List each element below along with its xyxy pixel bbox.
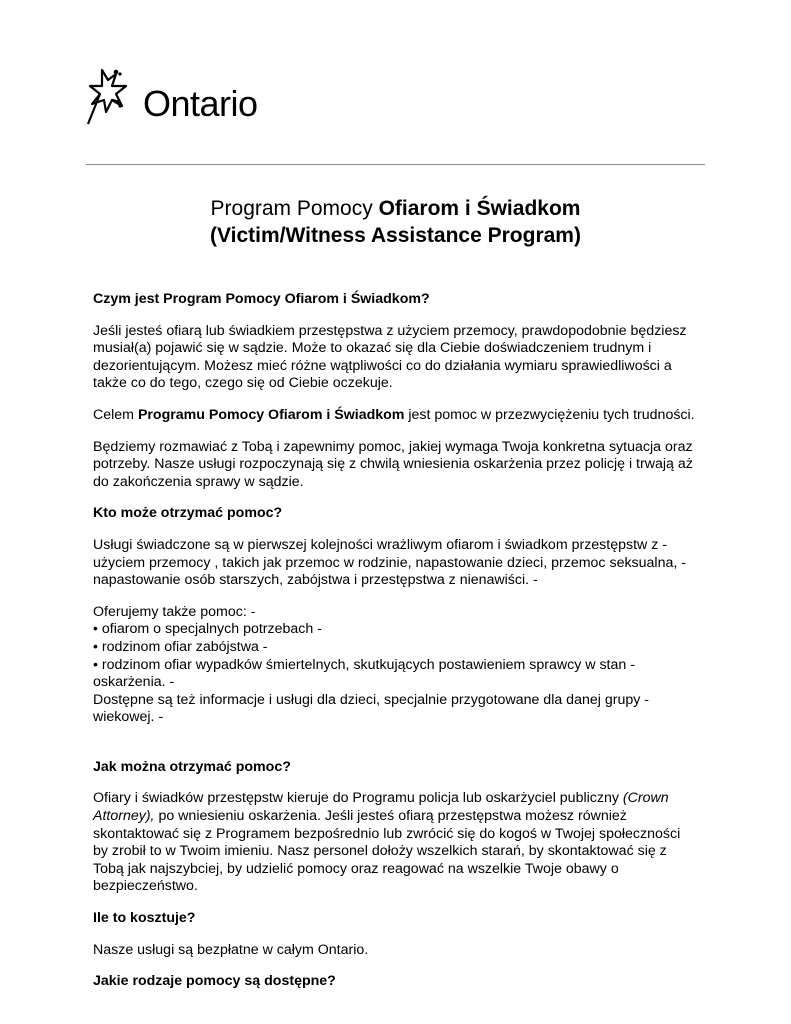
title-subtitle: (Victim/Witness Assistance Program) (210, 224, 581, 247)
s2-p2-line: oskarżenia. - (93, 674, 175, 691)
ontario-logo (86, 66, 276, 128)
section-heading-how: Jak można otrzymać pomoc? (93, 758, 291, 775)
document-body (93, 291, 713, 991)
header-divider (86, 164, 705, 165)
s2-p2-line: wiekowej. - (93, 709, 164, 726)
s4-p1: Nasze usługi są bezpłatne w całym Ontario. (93, 941, 369, 958)
spacer (93, 727, 713, 759)
s2-p2-line: • rodzinom ofiar zabójstwa - (93, 638, 268, 655)
s1-p1-line: musiał(a) pojawić się w sądzie. Może to okazać się dla Ciebie doświadczeniem trudnym i (93, 340, 652, 357)
spacer (93, 776, 713, 790)
s1-p2-pre: Celem (93, 406, 138, 423)
spacer (93, 928, 713, 942)
s1-p1-line: Jeśli jesteś ofiarą lub świadkiem przestępstwa z użyciem przemocy, prawdopodobnie będziesz (93, 322, 687, 339)
s1-p2-bold: Programu Pomocy Ofiarom i Świadkom (137, 406, 405, 423)
s2-p2-line: • ofiarom o specjalnych potrzebach - (93, 621, 322, 638)
s1-p2 (93, 407, 713, 425)
spacer (93, 309, 713, 323)
logo-wordmark: Ontario (143, 83, 258, 124)
s1-p2-post: jest pomoc w przezwyciężeniu tych trudności. (404, 406, 695, 423)
s1-p3-line: Będziemy rozmawiać z Tobą i zapewnimy pomoc, jakiej wymaga Twoja konkretna sytuacja oraz (93, 438, 693, 455)
s3-l2-italic: Attorney), (93, 808, 155, 825)
spacer (93, 590, 713, 604)
s1-p3-line: potrzeby. Nasze usługi rozpoczynają się z chwilą wniesienia oskarżenia przez policję i trwają aż (93, 456, 693, 473)
section-heading-types: Jakie rodzaje pomocy są dostępne? (93, 973, 336, 990)
s3-line: bezpieczeństwo. (93, 878, 198, 895)
trillium-icon (86, 66, 142, 128)
s3-l1-italic: (Crown (622, 790, 669, 807)
s1-p1-line: dezorientującym. Możesz mieć różne wątpliwości co do działania wymiaru sprawiedliwości a (93, 357, 672, 374)
s1-p3-line: do zakończenia sprawy w sądzie. (93, 473, 304, 490)
title-bold: Ofiarom i Świadkom (378, 197, 581, 220)
s2-p2-line: Dostępne są też informacje i usługi dla dzieci, specjalnie przygotowane dla danej grupy - (93, 691, 649, 708)
s2-p2-line: Oferujemy także pomoc: - (93, 603, 256, 620)
s2-p1-line: użyciem przemocy , takich jak przemoc w rodzinie, napastowanie dzieci, przemoc seksualna, - (93, 554, 686, 571)
spacer (93, 491, 713, 505)
page-title (0, 195, 791, 249)
s3-line (93, 808, 713, 826)
s3-l1-pre: Ofiary i świadków przestępstw kieruje do Programu policja lub oskarżyciel publiczny (93, 790, 623, 807)
spacer (93, 393, 713, 407)
s2-p1-line: Usługi świadczone są w pierwszej kolejności wrażliwym ofiarom i świadkom przestępstw z - (93, 536, 667, 553)
s2-p2-line: • rodzinom ofiar wypadków śmiertelnych, skutkujących postawieniem sprawcy w stan - (93, 656, 635, 673)
title-line-2 (0, 222, 791, 249)
section-heading-what: Czym jest Program Pomocy Ofiarom i Świadkom? (93, 291, 430, 307)
s3-line: by zrobił to w Twoim imieniu. Nasz personel dołoży wszelkich starań, by skontaktować się z (93, 843, 667, 860)
spacer (93, 425, 713, 439)
spacer (93, 896, 713, 910)
s3-l2-post: po wniesieniu oskarżenia. Jeśli jesteś ofiarą przestępstwa możesz również (154, 808, 627, 825)
title-line-1 (0, 195, 791, 222)
s3-line: skontaktować się z Programem bezpośrednio lub zwrócić się do kogoś w Twojej społeczności (93, 825, 681, 842)
s3-line (93, 790, 713, 808)
s2-p1-line: napastowanie osób starszych, zabójstwa i przestępstwa z nienawiści. - (93, 572, 538, 589)
section-heading-who: Kto może otrzymać pomoc? (93, 505, 283, 522)
s3-line: Tobą jak najszybciej, by udzielić pomocy oraz reagować na wszelkie Twoje obawy o (93, 860, 619, 877)
s1-p1-line: także co do tego, czego się od Ciebie oczekuje. (93, 375, 393, 392)
title-regular: Program Pomocy (210, 197, 379, 220)
spacer (93, 523, 713, 537)
section-heading-cost: Ile to kosztuje? (93, 910, 196, 927)
spacer (93, 959, 713, 973)
